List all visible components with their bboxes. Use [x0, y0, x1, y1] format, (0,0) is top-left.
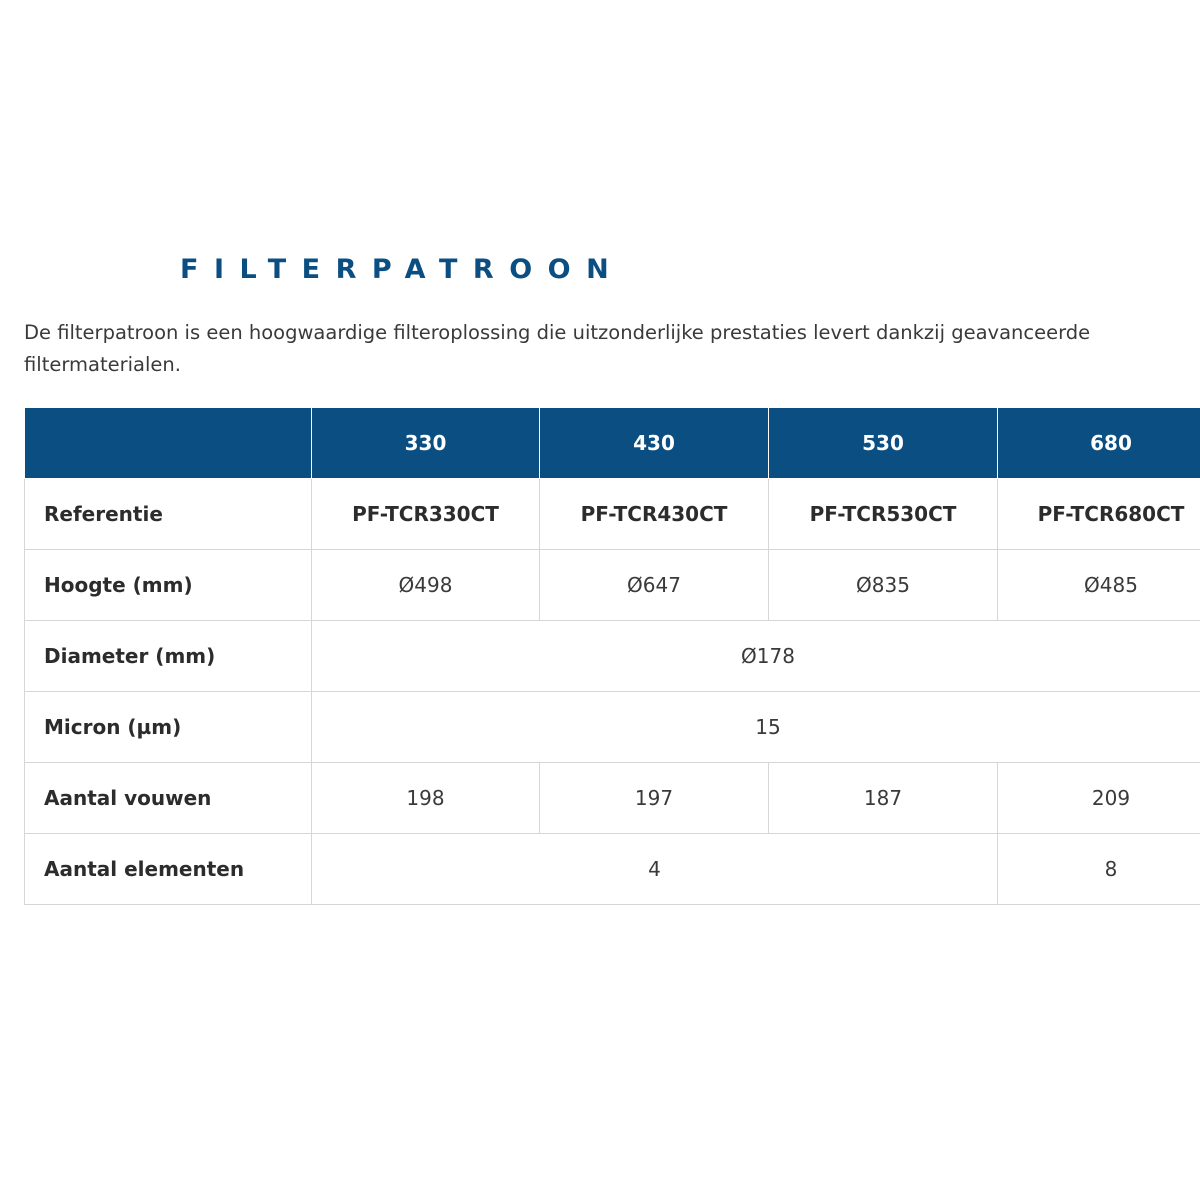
table-cell: PF-TCR680CT	[998, 479, 1200, 550]
row-label: Micron (µm)	[25, 692, 312, 763]
row-label: Aantal vouwen	[25, 763, 312, 834]
table-row-hoogte	[25, 550, 1200, 621]
header-cell-680: 680	[998, 408, 1200, 479]
header-cell-530: 530	[769, 408, 998, 479]
table-cell: Ø647	[540, 550, 769, 621]
page-title: FILTERPATROON	[180, 254, 625, 285]
table-cell-merged: 4	[312, 834, 998, 905]
table-header-row	[25, 408, 1200, 479]
table-row-diameter	[25, 621, 1200, 692]
table-cell: 197	[540, 763, 769, 834]
table-cell: 209	[998, 763, 1200, 834]
row-label: Hoogte (mm)	[25, 550, 312, 621]
table-cell: PF-TCR430CT	[540, 479, 769, 550]
table-row-aantal-vouwen	[25, 763, 1200, 834]
table-cell: 198	[312, 763, 540, 834]
row-label: Aantal elementen	[25, 834, 312, 905]
table-cell-merged: Ø178	[312, 621, 1200, 692]
table-cell: Ø835	[769, 550, 998, 621]
table-row-micron	[25, 692, 1200, 763]
intro-paragraph: De filterpatroon is een hoogwaardige filteroplossing die uitzonderlijke prestaties levert dankzij geavanceerde filtermaterialen.	[24, 321, 1091, 376]
header-cell-430: 430	[540, 408, 769, 479]
table-row-referentie	[25, 479, 1200, 550]
spec-table	[24, 408, 1200, 905]
row-label: Diameter (mm)	[25, 621, 312, 692]
table-cell-merged: 15	[312, 692, 1200, 763]
table-row-aantal-elementen	[25, 834, 1200, 905]
table-cell: PF-TCR530CT	[769, 479, 998, 550]
table-cell: 187	[769, 763, 998, 834]
row-label: Referentie	[25, 479, 312, 550]
header-cell-330: 330	[312, 408, 540, 479]
table-cell: PF-TCR330CT	[312, 479, 540, 550]
table-cell: Ø485	[998, 550, 1200, 621]
table-cell: Ø498	[312, 550, 540, 621]
table-cell: 8	[998, 834, 1200, 905]
header-cell-empty	[25, 408, 312, 479]
